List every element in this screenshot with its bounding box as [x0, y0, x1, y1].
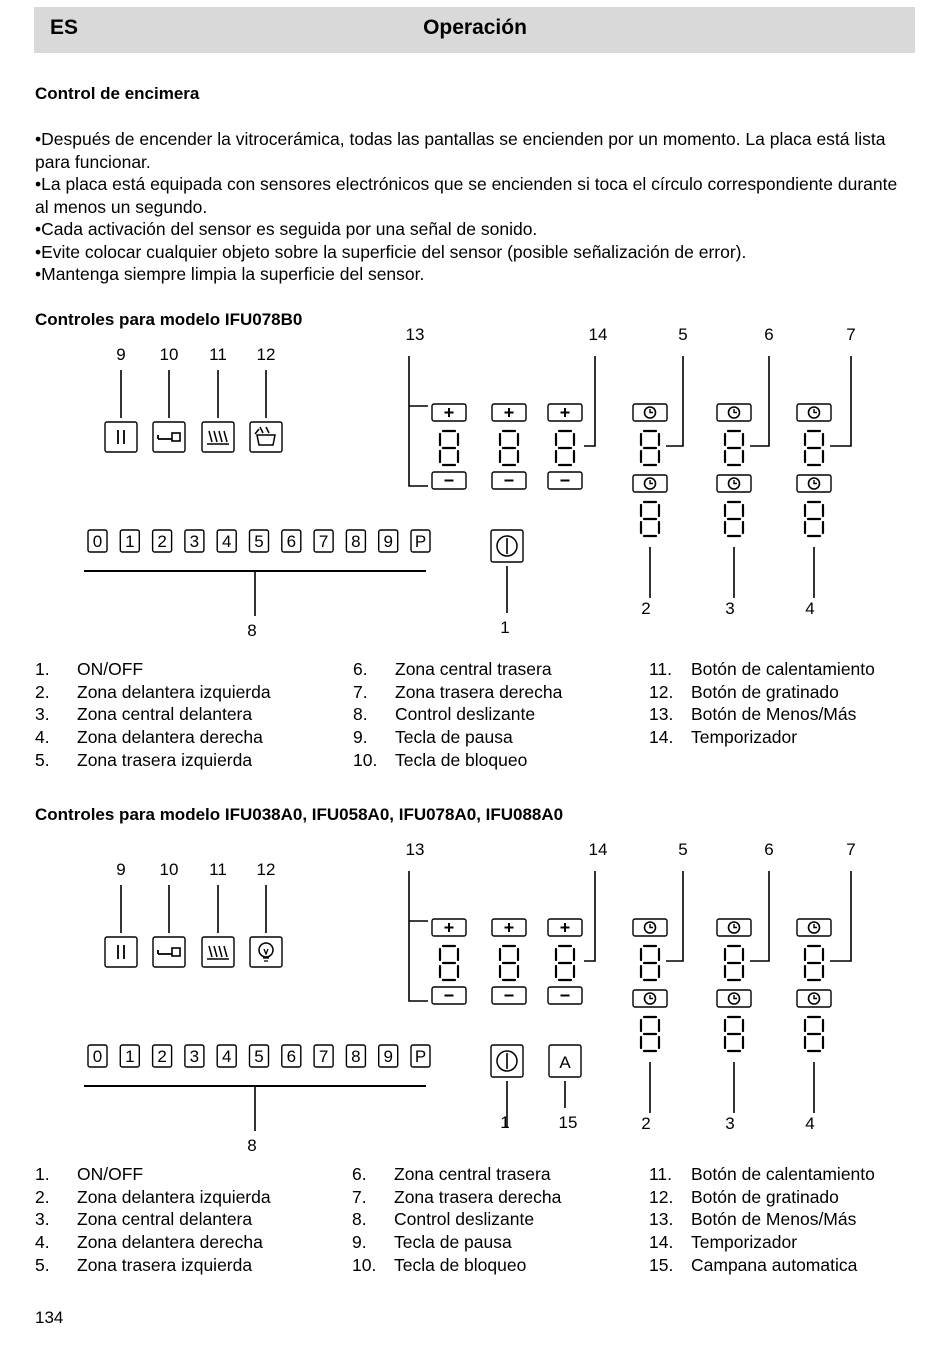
bullet-item: •Después de encender la vitrocerámica, todas las pantallas se encienden por un momento. La placa está lista para funcionar.	[35, 129, 886, 172]
callout-6: 6	[764, 840, 774, 859]
legend-item: 13. Botón de Menos/Más	[649, 1209, 857, 1230]
digit-display	[805, 502, 823, 536]
model2-legend-col2	[352, 1163, 561, 1277]
timer-button[interactable]	[633, 990, 667, 1007]
callout-1: 1	[500, 1113, 510, 1132]
legend-item: 2. Zona delantera izquierda	[35, 1186, 271, 1207]
minus-button[interactable]	[548, 987, 582, 1004]
legend-item: 4. Zona delantera derecha	[35, 727, 263, 748]
callout-5: 5	[678, 325, 688, 344]
legend-item: 2. Zona delantera izquierda	[35, 681, 271, 702]
slider-key-6[interactable]	[282, 530, 301, 552]
grill-button[interactable]	[250, 422, 282, 452]
legend-item: 9. Tecla de pausa	[352, 1232, 512, 1253]
callout-12: 12	[256, 345, 276, 364]
callout-6: 6	[764, 325, 774, 344]
warming-button[interactable]	[202, 937, 234, 967]
leader-line	[409, 356, 428, 486]
callout-14: 14	[588, 325, 608, 344]
legend-item: 8. Control deslizante	[353, 704, 536, 725]
auto-hood-label: A	[559, 1053, 571, 1072]
slider-key-1[interactable]	[120, 530, 139, 552]
digit-display	[500, 431, 518, 465]
digit-display	[805, 1017, 823, 1051]
slider-key-label: 0	[92, 1047, 103, 1066]
digit-display	[556, 431, 574, 465]
slider-key-0[interactable]	[88, 530, 107, 552]
timer-button[interactable]	[717, 404, 751, 421]
page-title: Operación	[423, 16, 527, 39]
leader-line	[584, 356, 595, 446]
timer-button[interactable]	[633, 475, 667, 492]
callout-12: 12	[256, 860, 276, 879]
callout-4: 4	[805, 599, 815, 618]
slider-key-9[interactable]	[379, 1045, 398, 1067]
slider-key-label: P	[414, 1047, 427, 1066]
callout-9: 9	[116, 345, 126, 364]
model2-control-diagram	[0, 835, 950, 1155]
digit-display	[641, 502, 659, 536]
leader-line	[666, 871, 683, 961]
leader-line	[750, 356, 769, 446]
callout-4: 4	[805, 1114, 815, 1133]
legend-item: 14. Temporizador	[649, 727, 798, 748]
plus-button[interactable]	[432, 919, 466, 936]
slider-key-label: 1	[125, 532, 135, 551]
slider-key-8[interactable]	[346, 530, 365, 552]
slider-key-3[interactable]	[185, 530, 204, 552]
legend-item: 6. Zona central trasera	[352, 1164, 551, 1184]
plus-button[interactable]	[548, 404, 582, 421]
bullet-item: •La placa está equipada con sensores electrónicos que se encienden si toca el círculo correspondiente durante al menos un segundo.	[35, 174, 898, 217]
model2-panel	[84, 840, 856, 1155]
legend-item: 1. ON/OFF	[35, 659, 144, 679]
callout-3: 3	[725, 599, 735, 618]
callout-13: 13	[405, 325, 425, 344]
legend-item: 12. Botón de gratinado	[649, 681, 839, 702]
slider-key-label: 4	[221, 1047, 232, 1066]
digit-display	[641, 1017, 659, 1051]
callout-7: 7	[846, 325, 856, 344]
model1-legend-col3	[649, 658, 875, 749]
model1-title: Controles para modelo IFU078B0	[35, 310, 303, 329]
digit-display	[805, 431, 823, 465]
minus-button[interactable]	[492, 987, 526, 1004]
callout-8: 8	[247, 621, 257, 640]
slider-key-3[interactable]	[185, 1045, 204, 1067]
timer-button[interactable]	[717, 475, 751, 492]
slider-key-8[interactable]	[346, 1045, 365, 1067]
callout-3: 3	[725, 1114, 735, 1133]
model1-panel	[84, 325, 856, 640]
slider-key-7[interactable]	[314, 1045, 333, 1067]
leader-line	[830, 871, 851, 961]
callout-5: 5	[678, 840, 688, 859]
legend-item: 15. Campana automatica	[649, 1254, 858, 1275]
digit-display	[641, 946, 659, 980]
slider-key-2[interactable]	[153, 530, 172, 552]
timer-button[interactable]	[797, 404, 831, 421]
language-code: ES	[50, 16, 79, 39]
plus-button[interactable]	[548, 919, 582, 936]
digit-display	[440, 946, 458, 980]
legend-item: 5. Zona trasera izquierda	[35, 749, 253, 770]
legend-item: 1. ON/OFF	[35, 1164, 144, 1184]
minus-button[interactable]	[432, 472, 466, 489]
leader-line	[409, 871, 428, 1001]
slider-key-5[interactable]	[250, 1045, 269, 1067]
plus-button[interactable]	[492, 919, 526, 936]
legend-item: 3. Zona central delantera	[35, 704, 253, 725]
minus-button[interactable]	[548, 472, 582, 489]
warming-button[interactable]	[202, 422, 234, 452]
leader-line	[666, 356, 683, 446]
timer-button[interactable]	[717, 990, 751, 1007]
page-number: 134	[35, 1308, 64, 1327]
callout-10: 10	[159, 860, 179, 879]
slider-key-label: 0	[92, 532, 103, 551]
slider-key-1[interactable]	[120, 1045, 139, 1067]
digit-display	[725, 1017, 743, 1051]
slider-key-P[interactable]	[411, 530, 430, 552]
timer-button[interactable]	[633, 919, 667, 936]
warming-button-frame	[202, 937, 234, 967]
slider-key-label: 8	[351, 1047, 361, 1066]
leader-line	[750, 871, 769, 961]
callout-1: 1	[500, 618, 510, 637]
slider-key-label: 5	[254, 532, 264, 551]
model1-legend-col1	[35, 658, 271, 772]
timer-button[interactable]	[797, 919, 831, 936]
legend-item: 6. Zona central trasera	[353, 659, 552, 679]
digit-display	[556, 946, 574, 980]
legend-item: 13. Botón de Menos/Más	[649, 704, 857, 725]
digit-display	[500, 946, 518, 980]
callout-11: 11	[209, 860, 227, 879]
leader-line	[584, 871, 595, 961]
lock-button[interactable]	[153, 937, 185, 967]
slider-key-2[interactable]	[153, 1045, 172, 1067]
slider-key-label: 1	[125, 1047, 135, 1066]
plus-button[interactable]	[432, 404, 466, 421]
callout-2: 2	[641, 1114, 651, 1133]
callout-15: 15	[558, 1113, 578, 1132]
slider-key-5[interactable]	[250, 530, 269, 552]
power-button[interactable]	[491, 530, 523, 562]
pause-button-frame	[105, 422, 137, 452]
model2-legend-col1	[35, 1163, 271, 1277]
legend-item: 5. Zona trasera izquierda	[35, 1254, 253, 1275]
light-button-frame	[250, 937, 282, 967]
callout-7: 7	[846, 840, 856, 859]
lock-button[interactable]	[153, 422, 185, 452]
slider-key-label: 3	[189, 532, 200, 551]
light-button[interactable]	[250, 937, 282, 967]
timer-button[interactable]	[797, 990, 831, 1007]
bullet-item: •Cada activación del sensor es seguida por una señal de sonido.	[35, 219, 538, 239]
timer-button[interactable]	[797, 475, 831, 492]
callout-9: 9	[116, 860, 126, 879]
callout-11: 11	[209, 345, 227, 364]
callout-2: 2	[641, 599, 651, 618]
bullet-item: •Mantenga siempre limpia la superficie del sensor.	[35, 264, 425, 284]
slider-key-label: 4	[221, 532, 232, 551]
digit-display	[725, 946, 743, 980]
callout-14: 14	[588, 840, 608, 859]
minus-button[interactable]	[432, 987, 466, 1004]
slider-key-label: 5	[254, 1047, 264, 1066]
legend-item: 8. Control deslizante	[352, 1209, 535, 1230]
digit-display	[641, 431, 659, 465]
legend-item: 11. Botón de calentamiento	[649, 1164, 875, 1184]
minus-button[interactable]	[492, 472, 526, 489]
legend-item: 11. Botón de calentamiento	[649, 659, 875, 679]
legend-item: 3. Zona central delantera	[35, 1209, 253, 1230]
legend-item: 10. Tecla de bloqueo	[352, 1254, 527, 1275]
legend-item: 12. Botón de gratinado	[649, 1186, 839, 1207]
legend-item: 7. Zona trasera derecha	[352, 1186, 562, 1207]
legend-item: 9. Tecla de pausa	[353, 727, 513, 748]
pause-button[interactable]	[105, 937, 137, 967]
slider-key-P[interactable]	[411, 1045, 430, 1067]
slider-key-label: 7	[318, 1047, 329, 1066]
slider-key-9[interactable]	[379, 530, 398, 552]
slider-key-6[interactable]	[282, 1045, 301, 1067]
slider-key-7[interactable]	[314, 530, 333, 552]
auto-hood-button[interactable]	[549, 1045, 581, 1077]
legend-item: 7. Zona trasera derecha	[353, 681, 563, 702]
leader-line	[830, 356, 851, 446]
pause-button-frame	[105, 937, 137, 967]
digit-display	[725, 431, 743, 465]
digit-display	[725, 502, 743, 536]
legend-item: 10. Tecla de bloqueo	[353, 749, 528, 770]
plus-button[interactable]	[492, 404, 526, 421]
callout-10: 10	[159, 345, 179, 364]
slider-key-label: 3	[189, 1047, 200, 1066]
warming-button-frame	[202, 422, 234, 452]
timer-button[interactable]	[717, 919, 751, 936]
slider-key-label: 9	[383, 1047, 393, 1066]
section-title: Control de encimera	[35, 84, 200, 103]
digit-display	[805, 946, 823, 980]
bullet-item: •Evite colocar cualquier objeto sobre la superficie del sensor (posible señalización de error).	[35, 241, 747, 262]
bullet-list	[35, 128, 915, 286]
model1-legend-col2	[353, 658, 562, 772]
model1-control-diagram	[0, 320, 950, 640]
slider-key-label: 9	[383, 532, 393, 551]
slider-key-label: P	[414, 532, 427, 551]
grill-button-frame	[250, 422, 282, 452]
slider-key-label: 8	[351, 532, 361, 551]
slider-key-4[interactable]	[217, 1045, 236, 1067]
slider-key-label: 6	[286, 532, 297, 551]
model2-legend-col3	[649, 1163, 875, 1277]
model2-title: Controles para modelo IFU038A0, IFU058A0, IFU078A0, IFU088A0	[35, 805, 564, 824]
callout-13: 13	[405, 840, 425, 859]
slider-key-4[interactable]	[217, 530, 236, 552]
digit-display	[440, 431, 458, 465]
slider-key-label: 2	[157, 532, 167, 551]
legend-item: 14. Temporizador	[649, 1232, 798, 1253]
pause-button[interactable]	[105, 422, 137, 452]
timer-button[interactable]	[633, 404, 667, 421]
slider-key-0[interactable]	[88, 1045, 107, 1067]
legend-item: 4. Zona delantera derecha	[35, 1232, 263, 1253]
callout-8: 8	[247, 1136, 257, 1155]
slider-key-label: 2	[157, 1047, 167, 1066]
power-button[interactable]	[491, 1045, 523, 1077]
slider-key-label: 7	[318, 532, 329, 551]
slider-key-label: 6	[286, 1047, 297, 1066]
